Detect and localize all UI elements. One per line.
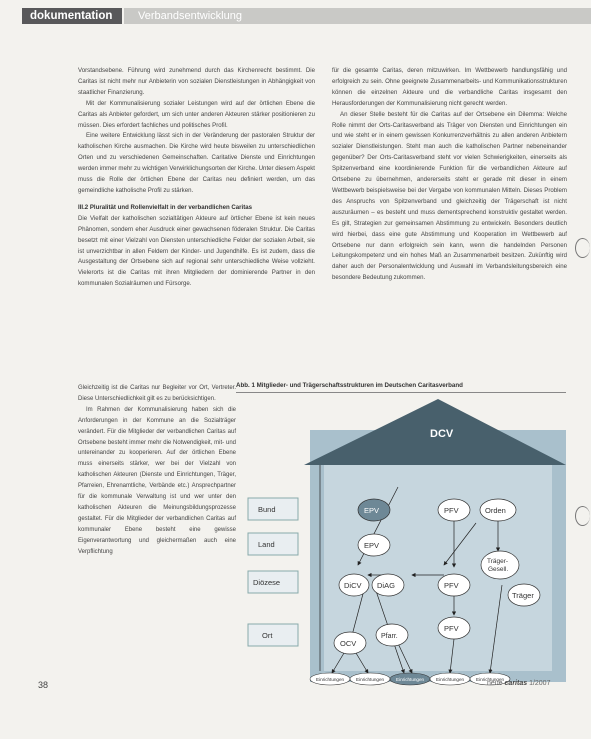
body-paragraph: Vorstandsebene. Führung wird zunehmend durch das Kirchenrecht bestimmt. Die Caritas ist nicht mehr nur Anbieterin von sozialen Dienstleistungen in Abhängigkeit von staatlicher Finanzierung.: [78, 67, 315, 96]
section-bar: [124, 8, 591, 24]
scan-hole-mark: [575, 238, 590, 258]
magazine-footer: [487, 680, 550, 687]
figure-title: Abb. 1 Mitglieder- und Trägerschaftsstrukturen im Deutschen Caritasverband: [236, 382, 463, 389]
node-traeger-gesellschaften-line2: Gesell.: [488, 566, 509, 573]
level-land-label: Land: [258, 540, 275, 549]
magazine-name: caritas: [504, 680, 528, 687]
magazine-prefix: neue: [487, 680, 503, 687]
node-traeger-label: Träger: [512, 591, 534, 600]
node-einrichtungen-1-label: Einrichtungen: [316, 677, 345, 682]
node-einrichtungen-4-label: Einrichtungen: [436, 677, 465, 682]
figure-title-rule: [236, 392, 566, 393]
node-ocv-label: OCV: [340, 639, 357, 648]
node-diag-label: DiAG: [377, 581, 395, 590]
page-number: 38: [38, 680, 49, 690]
level-ort-label: Ort: [262, 631, 273, 640]
section-heading: III.2 Pluralität und Rollenvielfalt in der verbandlichen Caritas: [78, 203, 253, 211]
level-ort: [248, 624, 298, 646]
node-traeger-gesellschaften-line1: Träger-: [487, 558, 509, 565]
body-paragraph: Eine weitere Entwicklung lässt sich in der Veränderung der pastoralen Struktur der katholischen Kirche ausmachen. Die Kirche wird heute bisweilen zu unterschiedlichen Orten und zu verschiedenen Gemeinschaften. Caritative Dienste und Einrichtungen werden immer mehr zu wichtigen Verwirklichungsorten der Kirche. Unter diesem Aspekt muss die Rolle der örtlichen Ebene der Caritas neu definiert werden, um das gemeindliche katholische Profil zu stärken.: [78, 132, 315, 194]
body-paragraph: Die Vielfalt der katholischen sozialtätigen Akteure auf örtlicher Ebene ist kein neues Phänomen, sondern eher Ausdruck einer gewachsenen föderalen Struktur. Die Caritas besetzt mit einer Vielzahl von Diensten unterschiedliche Felder der sozialen Arbeit, sie ist unverzichtbar in allen Feldern der Kinder- und Jugendhilfe. Es ist zudem, dass die Ausgestaltung der Ortsebene sich auf regional sehr unterschiedliche Weise vollzieht. Vielerorts ist die Caritas mit ihren Mitgliedern der dominierende Partner in den kommunalen Sozialräumen und Fürsorge.: [78, 214, 315, 288]
node-orden-label: Orden: [485, 506, 506, 515]
body-paragraph: Gleichzeitig ist die Caritas nur Begleiter vor Ort, Vertreter. Diese Unterschiedlichkeit gilt es zu berücksichtigen.: [78, 385, 236, 402]
level-bund-label: Bund: [258, 505, 276, 514]
right-column: [332, 66, 567, 284]
section-title: Verbandsentwicklung: [138, 10, 242, 22]
level-dioezese-label: Diözese: [253, 578, 281, 587]
node-pfv-ort-label: PFV: [444, 624, 459, 633]
node-dicv-label: DiCV: [344, 581, 362, 590]
node-pfv-dioezese-label: PFV: [444, 581, 459, 590]
page-header: [0, 0, 591, 22]
caritas-structure-diagram: [244, 395, 568, 690]
node-einrichtungen-3-label: Einrichtungen: [396, 677, 425, 682]
section-tab-label: dokumentation: [30, 10, 113, 22]
body-paragraph: für die gesamte Caritas, deren mitzuwirken. Im Wettbewerb handlungsfähig und erfolgreich zu sein. Ohne geeignete Zusammenarbeits- und Kommunikationsstrukturen können die einzelnen Akteure und die verbandliche Caritas insgesamt den Herausforderungen der Kommunalisierung nicht gerecht werden.: [332, 67, 567, 107]
node-einrichtungen-5-label: Einrichtungen: [476, 677, 505, 682]
node-einrichtungen-2-label: Einrichtungen: [356, 677, 385, 682]
node-epv-bund-label: EPV: [364, 506, 380, 515]
body-paragraph: Mit der Kommunalisierung sozialer Leistungen wird auf der örtlichen Ebene die Caritas als Anbieter gefordert, um sich unter anderen Akteuren stärker positionieren zu müssen. Dies erfordert fachliches und politisches Profil.: [78, 99, 315, 129]
left-narrow-column: [78, 383, 236, 558]
node-traeger-gesellschaften: [481, 551, 519, 579]
left-column: [78, 66, 315, 290]
section-tab: [22, 8, 122, 24]
magazine-issue: 1/2007: [529, 680, 551, 687]
scan-hole-mark: [575, 506, 590, 526]
node-pfarrei-label: Pfarr.: [381, 633, 398, 640]
dcv-label: DCV: [430, 428, 454, 440]
node-pfv-bund-label: PFV: [444, 506, 459, 515]
body-paragraph: An dieser Stelle besteht für die Caritas auf der Ortsebene ein Dilemma: Welche Rolle nimmt der Orts-Caritasverband als Träger von Diensten und Einrichtungen ein und wie steht er in einem gewissen Konkurrenzverhältnis zu allen anderen Anbietern sozialer Dienstleistungen. Steht man auch die katholischen Partner nebeneinander gegenüber? Der Orts-Caritasverband steht vor vielen Schwierigkeiten, einerseits als Spitzenverband eine koordinierende Funktion für die verbandlichen Akteure auf Ortsebene zu übernehmen, andererseits steht er gerade mit dieser in einem Wettbewerb beispielsweise bei der Vergabe von kommunalen Mitteln. Dieses Problem des Anspruchs von Spitzenverband und gleichzeitig der Trägerschaft ist nicht auszuräumen – es besteht und muss dementsprechend konstruktiv gestaltet werden. Es gilt, Strategien zur gemeinsamen Abstimmung zu entwickeln. Besonders deutlich wird hierbei, dass eine gute Abstimmung und Kooperation im Wettbewerb auf Ortsebene nur dann erfolgreich sein kann, wenn die handelnden Personen Leitungskompetenz und ein hohes Maß an Zusammenarbeit besitzen. Zukünftig wird daher auch der Personalentwicklung und Auswahl im Verbandsleitungsbereich eine besondere Bedeutung zukommen.: [332, 110, 567, 282]
body-paragraph: Im Rahmen der Kommunalisierung haben sich die Anforderungen in der Kommune an die Sozialträger verändert. Für die Mitglieder der verbandlichen Caritas auf Ortsebene besteht immer mehr die Notwendigkeit, mit- und untereinander zu kooperieren. Auf der örtlichen Ebene muss einerseits stärker, wer bei der Vielzahl von katholischen Akteuren (Dienste und Einrichtungen, Träger, Pfarreien, Ehrenamtliche, Verbände etc.) Ansprechpartner für die kommunale Verwaltung ist und wer unter den katholischen Akteuren die Meinungsbildungsprozesse gestaltet. Für die Mitglieder der verbandlichen Caritas auf kommunaler Ebene besteht eine gewisse Eigenverantwortung und gleichermaßen auch eine Verpflichtung: [78, 406, 236, 555]
node-epv-land-label: EPV: [364, 541, 380, 550]
